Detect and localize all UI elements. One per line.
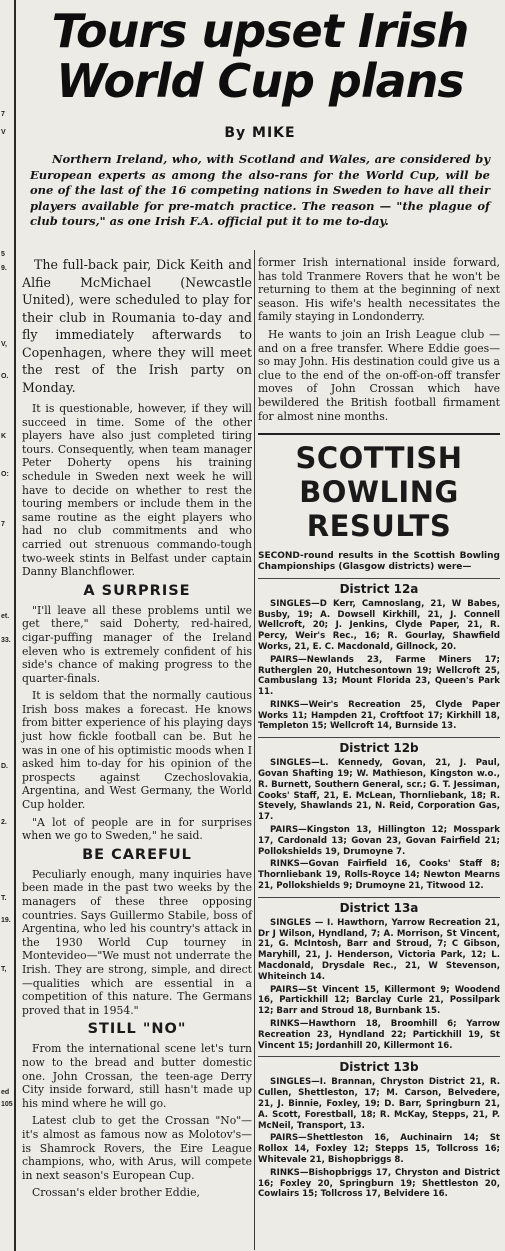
paragraph: Latest club to get the Crossan "No"—it's almost as famous now as Molotov's—is Shamrock Rovers, the Eire League champions, who, with Arus, will compete in next season's European Cup. — [22, 1114, 252, 1182]
column-rule-middle — [254, 250, 255, 1250]
results-rinks: RINKS—Weir's Recreation 25, Clyde Paper Works 11; Hampden 21, Croftfoot 17; Kirkhill 18, Templeton 15; Wellcroft 14, Burnside 13. — [258, 699, 500, 732]
bowling-results-heading: SCOTTISH BOWLING RESULTS — [258, 433, 500, 543]
results-pairs: PAIRS—Kingston 13, Hillington 12; Mosspark 17, Cardonald 13; Govan 23, Govan Fairfield 21; Pollokshields 19, Drumoyne 7. — [258, 825, 500, 857]
subheading-be-careful: BE CAREFUL — [82, 846, 192, 863]
paragraph: He wants to join an Irish League club — and on a free transfer. Where Eddie goes—so may John. His destination could give us a clue to the end of the on-off-on-off transfer moves of John Crossan which have bewildered the British football firmament for almost nine months. — [258, 327, 500, 423]
results-rinks: RINKS—Hawthorn 18, Broomhill 6; Yarrow Recreation 23, Hyndland 22; Partickhill 19, St Vincent 15; Jordanhill 20, Killermont 16. — [258, 1019, 500, 1051]
headline: Tours upset Irish World Cup plans — [51, 4, 469, 108]
paragraph: Crossan's elder brother Eddie, — [32, 1186, 200, 1200]
results-pairs: PAIRS—St Vincent 15, Killermont 9; Woodend 16, Partickhill 12; Barclay Curle 21, Possilpark 12; Barr and Stroud 18, Burnbank 15. — [258, 984, 500, 1017]
paragraph: Peculiarly enough, many inquiries have been made in the past two weeks by the managers of these three opposing countries. Says Guillermo Stabile, boss of Argentina, who led his country's attack in the 1930 World Cup tourney in Montevideo—"We must not underrate the Irish. They are strong, simple, and direct—qualities which are essential in a competition of this nature. The Germans proved that in 1954." — [22, 867, 252, 1017]
lead-paragraph: The full-back pair, Dick Keith and Alfie McMichael (Newcastle United), were scheduled to play for their club in Roumania to-day and fly immediately afterwards to Copenhagen, where they will meet the rest of the Irish party on Monday. — [22, 257, 252, 395]
results-pairs: PAIRS—Shettleston 16, Auchinairn 14; St Rollox 14, Foxley 12; Stepps 15, Tollcross 16; Whitevale 21, Bishopbriggs 8. — [258, 1133, 500, 1165]
column-rule-left — [14, 0, 16, 1251]
article-column-2 — [258, 256, 500, 1202]
district-heading: District 12b — [258, 737, 500, 755]
subheading-still-no: STILL "NO" — [87, 1021, 187, 1038]
byline: By MIKE — [224, 125, 296, 141]
district-heading: District 12a — [258, 578, 500, 596]
results-rinks: RINKS—Govan Fairfield 16, Cooks' Staff 8; Thornliebank 19, Rolls-Royce 14; Newton Mearns 21, Pollokshields 9; Drumoyne 21, Titwood 12. — [258, 859, 500, 892]
adjacent-column-fragment: 7 V 5 9. V, O. K O: 7 et. 33. D. 2. T. 19. T, ed 105 — [1, 111, 13, 1108]
paragraph: "A lot of people are in for surprises when we go to Sweden," he said. — [22, 815, 252, 843]
intro-paragraph: Northern Ireland, who, with Scotland and Wales, are considered by European experts as among the also-rans for the World Cup, will be one of the last of the 16 competing nations in Sweden to have all their players available for pre-match practice. The reason — "the plague of club tours," as one Irish F.A. official put it to me to-day. — [30, 152, 490, 229]
district-heading: District 13b — [258, 1056, 500, 1074]
results-singles: SINGLES—I. Brannan, Chryston District 21, R. Cullen, Shettleston, 17; M. Carson, Belvedere, 21, J. Binnie, Foxley, 19; D. Barr, Springburn 21, A. Scott, Forestball, 18; R. McKay, Stepps, 21, P. McNeil, Transport, 13. — [258, 1077, 500, 1131]
subheading-a-surprise: A SURPRISE — [83, 582, 191, 599]
district-heading: District 13a — [258, 897, 500, 915]
paragraph: From the international scene let's turn now to the bread and butter domestic one. John Crossan, the teen-age Derry City inside forward, still hasn't made up his mind where he will go. — [22, 1042, 252, 1110]
paragraph: former Irish international inside forward, has told Tranmere Rovers that he won't be returning to them at the beginning of next season. His wife's health necessitates the family staying in Londonderry. — [258, 256, 500, 324]
results-singles: SINGLES—D Kerr, Camnoslang, 21, W Babes, Busby, 19; A. Dowsell Kirkhill, 21, J. Connell Wellcroft, 20; J. Jenkins, Clyde Paper, 21, R. Percy, Weir's Rec., 16; R. Gourlay, Shawfield Works, 21, E. C. Macdonald, Gillnock, 20. — [258, 598, 500, 652]
results-pairs: PAIRS—Newlands 23, Farme Miners 17; Rutherglen 20, Hutchesontown 19; Wellcroft 25, Cambuslang 13; Mount Florida 23, Queen's Park 11. — [258, 654, 500, 698]
article-column-1 — [22, 256, 252, 1204]
results-singles: SINGLES — I. Hawthorn, Yarrow Recreation 21, Dr J Wilson, Hyndland, 7; A. Morrison, St Vincent, 21, G. McIntosh, Barr and Stroud, 7; C Gibson, Maryhill, 21, J. Henderson, Victoria Park, 12; L. Macdonald, Drysdale Rec., 21, W Stevenson, Whiteinch 14. — [258, 917, 500, 982]
results-singles: SINGLES—L. Kennedy, Govan, 21, J. Paul, Govan Shafting 19; W. Mathieson, Kingston w.o., R. Burnett, Southern General, scr.; G. T. Jessiman, Cooks' Staff, 21, E. McLean, Thornliebank, 18; R. Stevely, Shawlands 21, N. Reid, Corporation Gas, 17. — [258, 758, 500, 823]
paragraph: It is questionable, however, if they will succeed in time. Some of the other players have also just completed tiring tours. Consequently, when team manager Peter Doherty opens his training schedule in Sweden next week he will have to decide on whether to rest the touring members or include them in the same routine as the eight players who had no club commitments and who carried out strenuous commando-tough two-week stints in Belfast under captain Danny Blanchflower. — [22, 402, 252, 579]
results-intro: SECOND-round results in the Scottish Bowling Championships (Glasgow districts) were— — [258, 551, 500, 572]
results-rinks: RINKS—Bishopbriggs 17, Chryston and District 16; Foxley 20, Springburn 19; Shettleston 20, Cowlairs 15; Tollcross 17, Belvidere 16. — [258, 1167, 500, 1200]
paragraph: It is seldom that the normally cautious Irish boss makes a forecast. He knows from bitter experience of his playing days just how fickle football can be. But he was in one of his optimistic moods when I asked him to-day for his opinion of the prospects against Czechoslovakia, Argentina, and West Germany, the World Cup holder. — [22, 689, 252, 812]
paragraph: "I'll leave all these problems until we get there," said Doherty, red-haired, cigar-puffing manager of the Ireland eleven who is extremely confident of his side's chance of making progress to the quarter-finals. — [22, 603, 252, 685]
